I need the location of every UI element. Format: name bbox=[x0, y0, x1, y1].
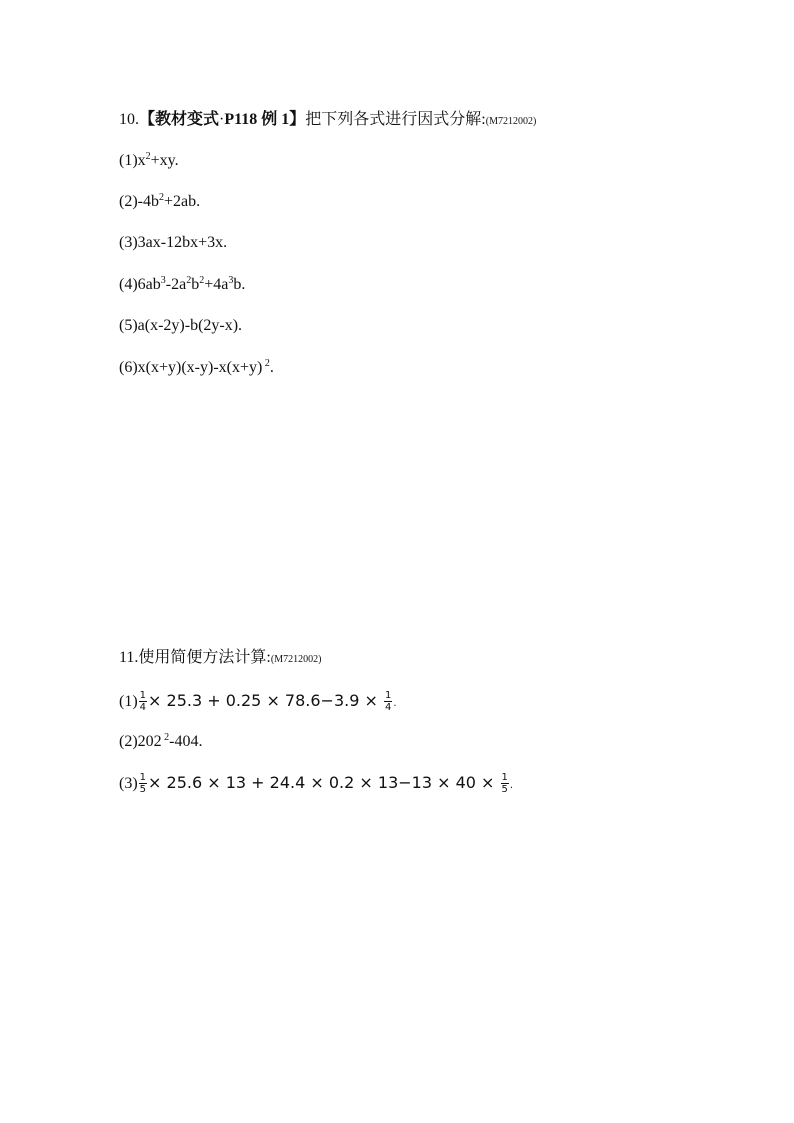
textbook-variant-label: 教材变式 bbox=[155, 111, 220, 128]
item-label: (5) bbox=[119, 317, 138, 334]
bracket-close: 】 bbox=[289, 111, 306, 128]
fraction-numerator: 1 bbox=[139, 772, 147, 783]
term: -4b bbox=[137, 193, 159, 210]
item-label: (1) bbox=[119, 152, 138, 169]
term: 6ab bbox=[137, 276, 161, 293]
q10-item-6 bbox=[119, 358, 274, 378]
question-10-header bbox=[119, 110, 536, 132]
separator-dot: · bbox=[219, 111, 225, 128]
fraction-denominator: 5 bbox=[139, 784, 147, 795]
exponent: 2 bbox=[199, 275, 205, 286]
q10-item-1 bbox=[119, 151, 179, 171]
term: b bbox=[191, 276, 200, 293]
fraction bbox=[501, 772, 509, 795]
exponent: 2 bbox=[158, 192, 164, 203]
fraction-denominator: 4 bbox=[385, 702, 392, 713]
q11-item-1 bbox=[119, 688, 397, 717]
term: a(x-2y)-b(2y-x). bbox=[137, 317, 243, 334]
question-prompt: 把下列各式进行因式分解 bbox=[305, 111, 482, 128]
fraction bbox=[139, 690, 147, 713]
q10-item-5 bbox=[119, 316, 242, 336]
question-number: 11. bbox=[119, 649, 139, 666]
item-label: (6) bbox=[119, 359, 138, 376]
q11-item-3 bbox=[119, 770, 513, 799]
item-label: (4) bbox=[119, 276, 138, 293]
math-expression bbox=[138, 690, 397, 713]
expression-end: . bbox=[393, 698, 397, 709]
q10-item-3 bbox=[119, 233, 227, 253]
term: . bbox=[269, 359, 274, 376]
term: -2a bbox=[165, 276, 187, 293]
exponent: 2 bbox=[186, 275, 192, 286]
q10-item-4 bbox=[119, 275, 245, 295]
term: +xy. bbox=[150, 152, 179, 169]
prompt-colon: : bbox=[481, 111, 486, 128]
expression-body: × 25.6 × 13 + 24.4 × 0.2 × 13−13 × 40 × bbox=[148, 773, 495, 792]
expression-end: . bbox=[509, 780, 514, 791]
fraction-denominator: 5 bbox=[501, 784, 508, 795]
fraction-numerator: 1 bbox=[385, 690, 392, 701]
question-prompt: 使用简便方法计算 bbox=[138, 649, 267, 666]
question-number: 10. bbox=[119, 111, 139, 128]
term: -404. bbox=[169, 733, 203, 750]
item-label: (3) bbox=[119, 775, 138, 792]
term: +4a bbox=[204, 276, 229, 293]
item-label: (3) bbox=[119, 234, 138, 251]
q11-item-2 bbox=[119, 732, 202, 752]
term: 3ax-12bx+3x. bbox=[137, 234, 228, 251]
fraction-numerator: 1 bbox=[139, 690, 147, 701]
term: x bbox=[137, 152, 146, 169]
item-label: (1) bbox=[119, 693, 138, 710]
exponent: 3 bbox=[228, 275, 234, 286]
textbook-reference: P118 例 1 bbox=[224, 111, 290, 128]
question-code: (M7212002) bbox=[270, 654, 322, 665]
exponent: 3 bbox=[160, 275, 166, 286]
item-label: (2) bbox=[119, 193, 138, 210]
bracket-open: 【 bbox=[139, 111, 156, 128]
fraction-numerator: 1 bbox=[501, 772, 508, 783]
term: 202 bbox=[137, 733, 162, 750]
term: x(x+y)(x-y)-x(x+y) bbox=[137, 359, 263, 376]
fraction bbox=[384, 690, 392, 713]
q10-item-2 bbox=[119, 192, 200, 212]
expression-body: × 25.3 + 0.25 × 78.6−3.9 × bbox=[148, 691, 378, 710]
question-11-header bbox=[119, 648, 321, 670]
exponent: 2 bbox=[161, 732, 170, 743]
fraction-denominator: 4 bbox=[139, 702, 147, 713]
term: +2ab. bbox=[163, 193, 201, 210]
prompt-colon: : bbox=[266, 649, 271, 666]
math-expression bbox=[138, 772, 514, 795]
exponent: 2 bbox=[262, 358, 270, 369]
fraction bbox=[139, 772, 147, 795]
term: b. bbox=[233, 276, 246, 293]
item-label: (2) bbox=[119, 733, 138, 750]
exponent: 2 bbox=[145, 151, 151, 162]
question-code: (M7212002) bbox=[485, 116, 537, 127]
